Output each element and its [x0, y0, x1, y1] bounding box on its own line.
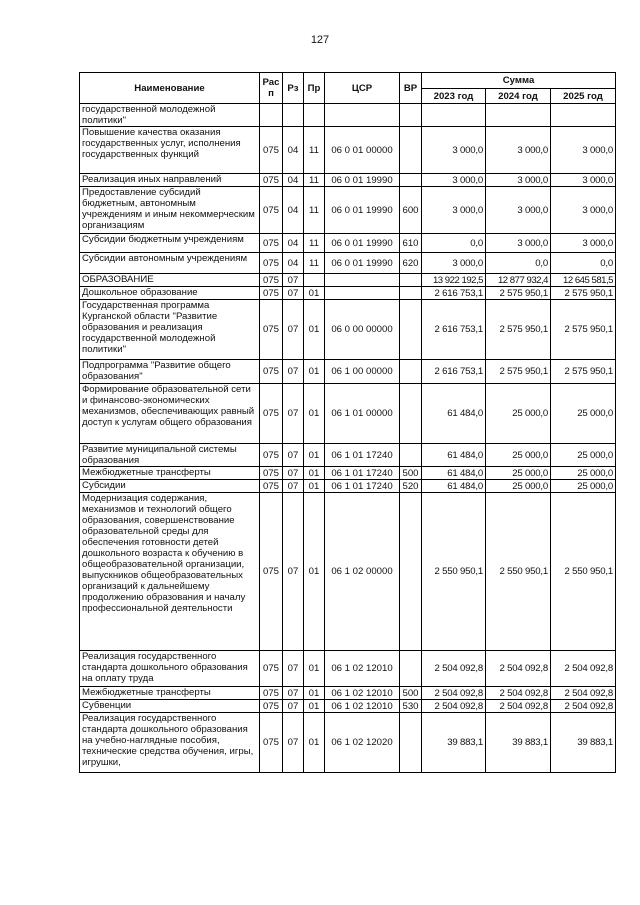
table-row: [80, 127, 616, 174]
row-name: Предоставление субсидий бюджетным, автономным учреждениям и иным некоммерческим организациям: [80, 187, 260, 234]
row-pr: 01: [304, 480, 325, 493]
row-pr: 01: [304, 300, 325, 360]
row-sum-2023: 2 616 753,1: [422, 360, 486, 384]
row-name: Развитие муниципальной системы образования: [80, 444, 260, 467]
page-number: 127: [310, 34, 330, 46]
row-pr: 01: [304, 713, 325, 773]
row-pr: 01: [304, 687, 325, 700]
row-rasp: 075: [260, 467, 283, 480]
row-rasp: 075: [260, 493, 283, 651]
row-sum-2023: 3 000,0: [422, 127, 486, 174]
row-rasp: 075: [260, 253, 283, 274]
row-name: Межбюджетные трансферты: [80, 687, 260, 700]
row-pr: 11: [304, 127, 325, 174]
row-pr: 01: [304, 384, 325, 444]
row-rz: 07: [283, 467, 304, 480]
row-pr: 11: [304, 253, 325, 274]
row-rz: 04: [283, 127, 304, 174]
row-rz: 07: [283, 700, 304, 713]
header-vr: ВР: [400, 73, 422, 104]
row-vr: [400, 444, 422, 467]
row-name: Повышение качества оказания государственных услуг, исполнения государственных функций: [80, 127, 260, 174]
table-row: [80, 713, 616, 773]
row-rasp: 075: [260, 187, 283, 234]
header-year-2025: 2025 год: [551, 89, 616, 104]
row-name: Реализация государственного стандарта дошкольного образования на оплату труда: [80, 651, 260, 687]
row-sum-2025: 2 504 092,8: [551, 700, 616, 713]
row-vr: 530: [400, 700, 422, 713]
row-vr: [400, 493, 422, 651]
row-rz: 07: [283, 444, 304, 467]
row-csr: 06 0 01 19990: [325, 253, 400, 274]
table-row: [80, 384, 616, 444]
row-rz: 07: [283, 651, 304, 687]
row-name: Государственная программа Курганской области "Развитие образования и реализация государственной молодежной политики": [80, 300, 260, 360]
row-rasp: 075: [260, 444, 283, 467]
header-rz: Рз: [283, 73, 304, 104]
row-sum-2024: 2 550 950,1: [486, 493, 551, 651]
row-sum-2025: 0,0: [551, 253, 616, 274]
row-csr: 06 0 01 00000: [325, 127, 400, 174]
row-rasp: 075: [260, 687, 283, 700]
row-sum-2023: 2 504 092,8: [422, 687, 486, 700]
row-vr: [400, 287, 422, 300]
row-sum-2023: 2 616 753,1: [422, 300, 486, 360]
row-pr: 01: [304, 651, 325, 687]
row-name: Реализация государственного стандарта дошкольного образования на учебно-наглядные пособия, технические средства обучения, игры, игрушки,: [80, 713, 260, 773]
row-rasp: 075: [260, 713, 283, 773]
header-year-2024: 2024 год: [486, 89, 551, 104]
row-csr: 06 1 02 12010: [325, 700, 400, 713]
row-sum-2024: 25 000,0: [486, 384, 551, 444]
row-sum-2025: 2 504 092,8: [551, 687, 616, 700]
row-pr: [304, 104, 325, 127]
row-csr: 06 1 02 00000: [325, 493, 400, 651]
row-sum-2025: 12 645 581,5: [551, 274, 616, 287]
table-row: [80, 687, 616, 700]
row-pr: 11: [304, 174, 325, 187]
row-sum-2023: 61 484,0: [422, 384, 486, 444]
row-csr: 06 0 01 19990: [325, 234, 400, 253]
row-sum-2023: 2 550 950,1: [422, 493, 486, 651]
row-rz: [283, 104, 304, 127]
row-vr: 620: [400, 253, 422, 274]
row-pr: 11: [304, 187, 325, 234]
row-name: Субсидии автономным учреждениям: [80, 253, 260, 274]
table-row: [80, 234, 616, 253]
row-rasp: 075: [260, 700, 283, 713]
row-csr: 06 1 00 00000: [325, 360, 400, 384]
row-csr: 06 0 01 19990: [325, 174, 400, 187]
row-sum-2023: 3 000,0: [422, 253, 486, 274]
row-sum-2023: 3 000,0: [422, 187, 486, 234]
row-sum-2024: 2 575 950,1: [486, 287, 551, 300]
row-sum-2023: 0,0: [422, 234, 486, 253]
row-rasp: 075: [260, 480, 283, 493]
row-vr: [400, 713, 422, 773]
row-pr: 01: [304, 493, 325, 651]
row-csr: [325, 274, 400, 287]
header-pr: Пр: [304, 73, 325, 104]
row-vr: [400, 300, 422, 360]
row-vr: [400, 174, 422, 187]
row-sum-2024: 3 000,0: [486, 127, 551, 174]
row-rasp: 075: [260, 651, 283, 687]
row-rz: 04: [283, 253, 304, 274]
row-vr: [400, 104, 422, 127]
row-sum-2023: 2 616 753,1: [422, 287, 486, 300]
row-sum-2025: 3 000,0: [551, 174, 616, 187]
row-rasp: 075: [260, 360, 283, 384]
row-sum-2023: [422, 104, 486, 127]
row-csr: 06 1 02 12020: [325, 713, 400, 773]
table-row: [80, 360, 616, 384]
row-sum-2025: 25 000,0: [551, 467, 616, 480]
row-vr: [400, 384, 422, 444]
row-sum-2025: 2 575 950,1: [551, 360, 616, 384]
row-sum-2023: 13 922 192,5: [422, 274, 486, 287]
row-sum-2024: 39 883,1: [486, 713, 551, 773]
row-sum-2025: [551, 104, 616, 127]
row-csr: 06 0 01 19990: [325, 187, 400, 234]
row-rasp: 075: [260, 300, 283, 360]
row-rz: 07: [283, 384, 304, 444]
row-name: государственной молодежной политики": [80, 104, 260, 127]
row-sum-2023: 3 000,0: [422, 174, 486, 187]
row-vr: 520: [400, 480, 422, 493]
table-row: [80, 480, 616, 493]
row-pr: 01: [304, 360, 325, 384]
row-rasp: [260, 104, 283, 127]
row-vr: 500: [400, 467, 422, 480]
row-pr: 01: [304, 700, 325, 713]
row-rz: 07: [283, 493, 304, 651]
row-sum-2025: 2 575 950,1: [551, 300, 616, 360]
header-year-2023: 2023 год: [422, 89, 486, 104]
row-csr: [325, 104, 400, 127]
row-pr: 01: [304, 467, 325, 480]
row-sum-2023: 2 504 092,8: [422, 651, 486, 687]
table-body: [80, 104, 616, 773]
row-vr: [400, 360, 422, 384]
row-sum-2024: 25 000,0: [486, 467, 551, 480]
row-csr: 06 1 01 00000: [325, 384, 400, 444]
row-sum-2024: 2 504 092,8: [486, 651, 551, 687]
row-rasp: 075: [260, 234, 283, 253]
row-pr: 01: [304, 444, 325, 467]
row-name: Подпрограмма "Развитие общего образования": [80, 360, 260, 384]
row-vr: [400, 274, 422, 287]
row-rz: 07: [283, 360, 304, 384]
row-vr: 600: [400, 187, 422, 234]
table-row: [80, 187, 616, 234]
row-name: Дошкольное образование: [80, 287, 260, 300]
row-sum-2024: [486, 104, 551, 127]
table-row: [80, 104, 616, 127]
row-sum-2023: 39 883,1: [422, 713, 486, 773]
row-csr: 06 1 02 12010: [325, 687, 400, 700]
row-sum-2023: 2 504 092,8: [422, 700, 486, 713]
row-rz: 07: [283, 300, 304, 360]
row-sum-2025: 3 000,0: [551, 234, 616, 253]
table-row: [80, 493, 616, 651]
budget-table: [79, 72, 616, 773]
row-rasp: 075: [260, 384, 283, 444]
row-rz: 07: [283, 287, 304, 300]
row-rasp: 075: [260, 287, 283, 300]
row-vr: [400, 651, 422, 687]
header-sum: Сумма: [422, 73, 616, 89]
row-rz: 04: [283, 174, 304, 187]
row-sum-2025: 3 000,0: [551, 187, 616, 234]
row-sum-2025: 25 000,0: [551, 480, 616, 493]
row-sum-2024: 0,0: [486, 253, 551, 274]
row-csr: [325, 287, 400, 300]
row-sum-2024: 2 575 950,1: [486, 360, 551, 384]
row-rz: 04: [283, 187, 304, 234]
table-row: [80, 300, 616, 360]
row-sum-2024: 12 877 932,4: [486, 274, 551, 287]
row-csr: 06 0 00 00000: [325, 300, 400, 360]
row-name: Субсидии: [80, 480, 260, 493]
row-sum-2025: 2 550 950,1: [551, 493, 616, 651]
row-csr: 06 1 01 17240: [325, 444, 400, 467]
row-sum-2025: 2 504 092,8: [551, 651, 616, 687]
row-rasp: 075: [260, 127, 283, 174]
row-sum-2024: 3 000,0: [486, 187, 551, 234]
row-name: Модернизация содержания, механизмов и технологий общего образования, совершенствование образовательной среды для обеспечения готовности детей дошкольного возраста к обучению в общеобразовательной организации, выпускников общеобразовательных организаций к дальнейшему продолжению образования и началу профессиональной деятельности: [80, 493, 260, 651]
row-csr: 06 1 01 17240: [325, 480, 400, 493]
row-sum-2024: 2 504 092,8: [486, 700, 551, 713]
row-name: Субсидии бюджетным учреждениям: [80, 234, 260, 253]
row-sum-2025: 25 000,0: [551, 384, 616, 444]
row-sum-2023: 61 484,0: [422, 444, 486, 467]
row-sum-2025: 3 000,0: [551, 127, 616, 174]
row-rz: 07: [283, 480, 304, 493]
row-rz: 07: [283, 274, 304, 287]
row-pr: [304, 274, 325, 287]
row-name: Субвенции: [80, 700, 260, 713]
row-vr: 500: [400, 687, 422, 700]
row-pr: 11: [304, 234, 325, 253]
row-vr: [400, 127, 422, 174]
row-sum-2025: 25 000,0: [551, 444, 616, 467]
row-sum-2024: 2 575 950,1: [486, 300, 551, 360]
table-row: [80, 467, 616, 480]
table-row: [80, 174, 616, 187]
row-rz: 04: [283, 234, 304, 253]
row-sum-2023: 61 484,0: [422, 480, 486, 493]
row-rz: 07: [283, 687, 304, 700]
table-row: [80, 287, 616, 300]
row-sum-2023: 61 484,0: [422, 467, 486, 480]
row-vr: 610: [400, 234, 422, 253]
row-sum-2024: 2 504 092,8: [486, 687, 551, 700]
table-row: [80, 274, 616, 287]
header-name: Наименование: [80, 73, 260, 104]
row-sum-2024: 25 000,0: [486, 480, 551, 493]
row-name: Реализация иных направлений: [80, 174, 260, 187]
table-row: [80, 253, 616, 274]
row-rz: 07: [283, 713, 304, 773]
header-rasp: Рас п: [260, 73, 283, 104]
row-csr: 06 1 02 12010: [325, 651, 400, 687]
table-row: [80, 444, 616, 467]
row-csr: 06 1 01 17240: [325, 467, 400, 480]
row-sum-2024: 3 000,0: [486, 174, 551, 187]
table-row: [80, 651, 616, 687]
row-rasp: 075: [260, 274, 283, 287]
table-header: [80, 73, 616, 104]
row-rasp: 075: [260, 174, 283, 187]
table-row: [80, 700, 616, 713]
row-sum-2024: 3 000,0: [486, 234, 551, 253]
row-pr: 01: [304, 287, 325, 300]
row-sum-2025: 2 575 950,1: [551, 287, 616, 300]
header-csr: ЦСР: [325, 73, 400, 104]
row-name: Межбюджетные трансферты: [80, 467, 260, 480]
row-name: ОБРАЗОВАНИЕ: [80, 274, 260, 287]
row-sum-2024: 25 000,0: [486, 444, 551, 467]
row-sum-2025: 39 883,1: [551, 713, 616, 773]
row-name: Формирование образовательной сети и финансово-экономических механизмов, обеспечивающих равный доступ к услугам общего образования: [80, 384, 260, 444]
